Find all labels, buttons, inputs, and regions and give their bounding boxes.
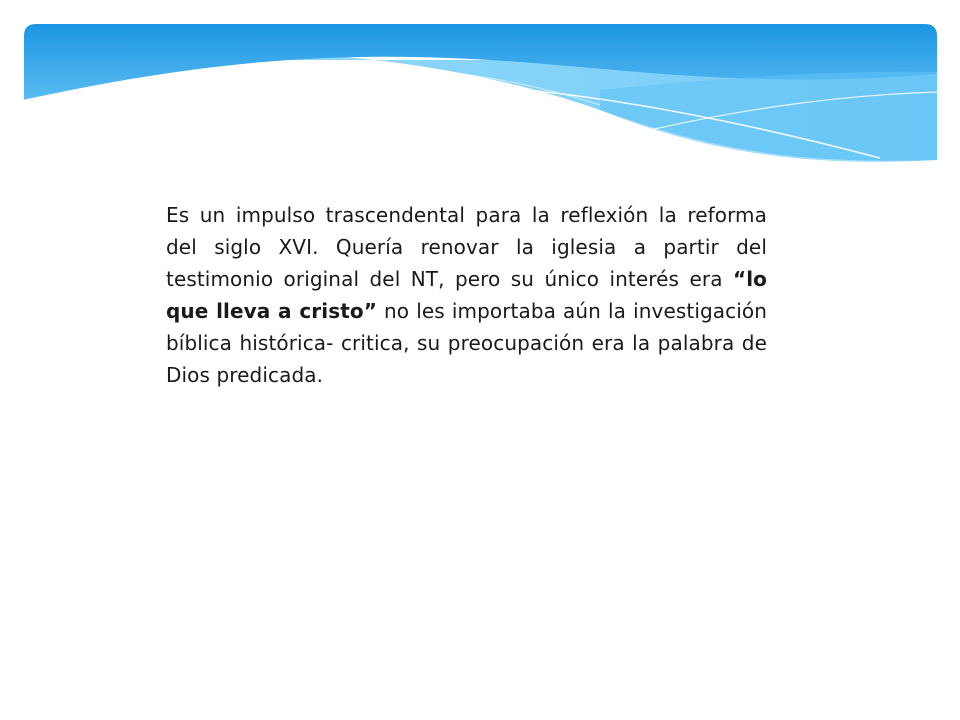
- wave-banner-graphic: [0, 0, 960, 200]
- paragraph-bold-quote: “lo que lleva a cristo”: [166, 267, 767, 323]
- body-paragraph: [166, 199, 767, 391]
- paragraph-intro-text: Es un impulso trascendental para la reflexión la reforma del siglo XVI. Quería renovar la iglesia a partir del testimonio original del NT, pero su único interés era: [166, 203, 767, 291]
- wave-mid-band: [600, 72, 937, 162]
- paragraph-ending-text: no les importaba aún la investigación bíblica histórica- critica, su preocupación era la palabra de Dios predicada.: [166, 299, 767, 387]
